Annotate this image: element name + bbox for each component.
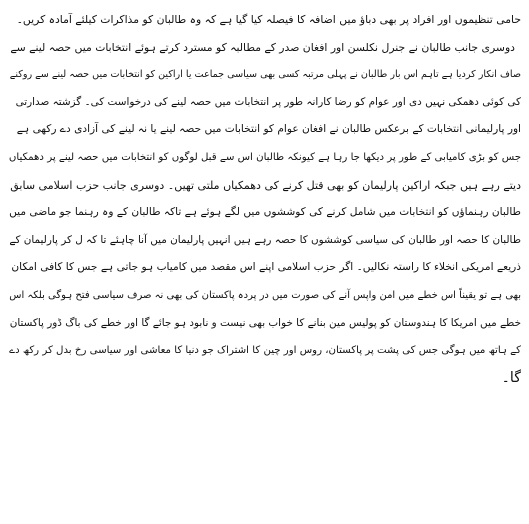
text-line: اور پارلیمانی انتخابات کے برعکس طالبان نے افغان عوام کو انتخابات میں حصہ لینے یا نہ لینے کی آزادی دے رکھی ہے — [16, 123, 521, 136]
text-line: ذریعے امریکی انخلاء کا راستہ نکالیں۔ اگر حزب اسلامی اپنے اس مقصد میں کامیاب ہو جاتی ہے جس کا کافی امکان — [11, 261, 521, 274]
article-body — [8, 6, 521, 392]
text-line: جس کو بڑی کامیابی کے طور پر دیکھا جا رہا ہے کیونکہ طالبان اس سے قبل لوگوں کو انتخابات میں حصہ لینے پر دھمکیاں — [8, 151, 521, 163]
text-line: کی کوئی دھمکی نہیں دی اور عوام کو رضا کارانہ طور پر انتخابات میں حصہ لینے کی درخواست کی۔ گزشتہ صدارتی — [15, 95, 521, 108]
text-line: طالبان رہنماؤں کو انتخابات میں شامل کرنے کی کوششوں میں لگے ہوئے ہے تاکہ طالبان کے وہ رہنما جو ماضی میں — [9, 206, 521, 219]
text-line: دوسری جانب طالبان نے جنرل نکلسن اور افغان صدر کے مطالبہ کو مسترد کرتے ہوئے انتخابات میں حصہ لینے سے — [10, 40, 515, 54]
text-line: خطے میں امریکا کا ہندوستان کو پولیس مین بنانے کا خواب بھی نیست و نابود ہو جائے گا اور خطے کی باگ ڈور پاکستان — [9, 316, 521, 329]
text-line: طالبان کا حصہ اور طالبان کی سیاسی کوششوں کا حصہ رہے ہیں انہیں پارلیمان میں آنا چاہئے تا کہ ل کر پارلیمان کے — [9, 233, 521, 246]
text-line: صاف انکار کردیا ہے تاہم اس بار طالبان نے پہلی مرتبہ کسی بھی سیاسی جماعت یا اراکین کو انتخابات میں حصہ لینے سے روکنے — [9, 69, 521, 81]
text-line-last: گا۔ — [501, 369, 521, 386]
text-line: کے ہاتھ میں ہوگی جس کی پشت پر پاکستان، روس اور چین کا اشتراک جو دنیا کا معاشی اور سیاسی رخ بدل کر رکھ دے — [9, 345, 521, 357]
text-line: حامی تنظیموں اور افراد پر بھی دباؤ میں اضافہ کا فیصلہ کیا گیا ہے کہ وہ طالبان کو مذاکرات کیلئے آمادہ کریں۔ — [16, 13, 521, 26]
text-line: بھی ہے تو یقیناً اس خطے میں امن واپس آنے کی صورت میں در پردہ پاکستان کی بھی نہ صرف سیاسی فتح ہوگی بلکہ اس — [9, 289, 521, 301]
text-line: دیتے رہے ہیں جبکہ اراکین پارلیمان کو بھی قتل کرنے کی دھمکیاں ملتی تھیں۔ دوسری جانب حزب اسلامی سابق — [10, 178, 521, 192]
